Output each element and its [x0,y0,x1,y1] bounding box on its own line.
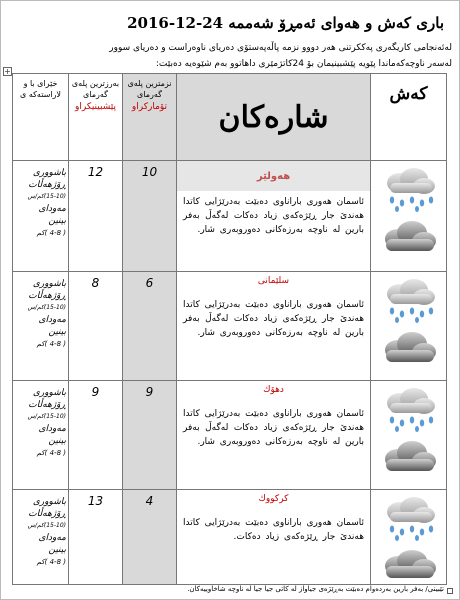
visibility-range: ( 4-8 )كم [36,558,66,566]
visibility-range: ( 4-8 )كم [36,449,66,457]
min-temp-cell [123,272,177,381]
snow-cloud-icon [378,330,440,372]
visibility-label-2: بينين [48,436,66,446]
header-max-temp-sub: پێشبینیکراو [75,102,116,112]
rain-cloud-icon [378,496,440,542]
wind-speed: (15-10)كم/س [27,413,66,420]
table-row [13,490,447,585]
page-title: باری كەش و هەوای ئەمڕۆ شەممە 24-12-2016 [127,14,444,32]
city-name: دهۆك [263,385,284,395]
forecast-description: ئاسمان هەوری باراناوی دەبێت بەدرێژایی كاتدا هەندێ جار ڕێژەكەی زیاد دەكات لەگەڵ بەفر بارین لە ناوچە بەرزەكانی دەوروبەری شار. [183,409,364,447]
header-weather [371,74,447,161]
city-cell [177,490,371,585]
visibility-label-2: بينين [48,216,66,226]
min-temp-cell [123,381,177,490]
header-wind [13,74,69,161]
max-temp-value: 13 [87,494,104,508]
wind-cell [13,272,69,381]
city-cell [177,272,371,381]
wind-direction-2: ڕۆژهەڵات [28,400,66,410]
wind-direction-1: باشووری [32,279,66,289]
visibility-range: ( 4-8 )كم [36,340,66,348]
header-cities [177,74,371,161]
visibility-label-1: مەوداى [38,424,66,434]
min-temp-value: 9 [145,385,154,399]
max-temp-cell [69,272,123,381]
city-name: كركووك [258,494,289,504]
table-move-handle-icon[interactable]: + [4,67,11,76]
header-wind-label: خێرای با و لاراستەکە ی [20,79,61,99]
intro-text-line-2: لەسەر ناوچەكەماندا پێویە پێشبینیمان بۆ 24كاتژمێری داهاتوو بەم شێوەیە دەبێت: [155,59,452,69]
weather-icon-cell [371,272,447,381]
visibility-label-2: بينين [48,327,66,337]
city-cell [177,381,371,490]
header-cities-label: شارەكان [218,99,329,135]
wind-direction-2: ڕۆژهەڵات [28,180,66,190]
max-temp-cell [69,161,123,272]
wind-cell [13,161,69,272]
visibility-range: ( 4-8 )كم [36,229,66,237]
header-max-temp-label: بەرزترین پلەی گەرمای [71,79,120,99]
visibility-label-1: مەوداى [38,204,66,214]
header-min-temp [123,74,177,161]
wind-speed: (15-10)كم/س [27,193,66,200]
weather-icon-cell [371,490,447,585]
min-temp-value: 10 [141,165,158,179]
table-row [13,272,447,381]
table-header-row [13,74,447,161]
max-temp-value: 9 [91,385,100,399]
snow-cloud-icon [378,439,440,481]
forecast-description: ئاسمان هەوری باراناوی دەبێت بەدرێژایی كاتدا هەندێ جار ڕێژەكەی زیاد دەكات. [183,518,364,542]
wind-direction-2: ڕۆژهەڵات [28,509,66,519]
max-temp-value: 8 [91,276,100,290]
checkbox-icon [447,588,453,594]
rain-cloud-icon [378,387,440,433]
weather-icon-cell [371,381,447,490]
wind-direction-1: باشووری [32,168,66,178]
forecast-description: ئاسمان هەوری باراناوی دەبێت بەدرێژایی كاتدا هەندێ جار ڕێژەكەی زیاد دەكات لەگەڵ بەفر بارین لە ناوچە بەرزەكانی دەوروبەری شار. [183,300,364,338]
wind-cell [13,490,69,585]
forecast-description: ئاسمان هەوری باراناوی دەبێت بەدرێژایی كاتدا هەندێ جار ڕێژەكەی زیاد دەكات لەگەڵ بەفر بارین لە ناوچە بەرزەكانی دەوروبەری شار. [183,197,364,235]
wind-direction-2: ڕۆژهەڵات [28,291,66,301]
max-temp-cell [69,490,123,585]
visibility-label-1: مەوداى [38,533,66,543]
max-temp-cell [69,381,123,490]
min-temp-value: 6 [145,276,154,290]
forecast-table [12,73,447,585]
rain-cloud-icon [378,278,440,324]
weather-icon-cell [371,161,447,272]
max-temp-value: 12 [87,165,104,179]
snow-cloud-icon [378,219,440,261]
wind-speed: (15-10)كم/س [27,304,66,311]
intro-text-line-1: لەئەنجامی كاریگەری پەككرتنی هەر دووو نزمە پاڵەپەستۆی دەریای ناوەراست و دەریای سوور [109,43,452,53]
visibility-label-1: مەوداى [38,315,66,325]
footer-note: تێبینی/ بەفر بارین بەردەوام دەبێت بەڕێژەی جیاواز لە كاتی جیا جیا لە ناوچە شاخاوییەكان. [187,585,444,593]
min-temp-value: 4 [145,494,154,508]
wind-direction-1: باشووری [32,497,66,507]
visibility-label-2: بينين [48,545,66,555]
min-temp-cell [123,490,177,585]
min-temp-cell [123,161,177,272]
header-min-temp-label: نزمترین پلەی گەرمای [127,79,172,99]
header-max-temp [69,74,123,161]
wind-speed: (15-10)كم/س [27,522,66,529]
header-weather-label: كەش [389,84,428,104]
wind-cell [13,381,69,490]
city-name: سلێمانی [257,276,290,286]
wind-direction-1: باشووری [32,388,66,398]
city-cell [177,161,371,272]
city-name: هەولێر [177,161,370,191]
header-min-temp-sub: تۆمارکراو [131,102,168,112]
table-row [13,161,447,272]
rain-cloud-icon [378,167,440,213]
snow-cloud-icon [378,548,440,584]
table-row [13,381,447,490]
